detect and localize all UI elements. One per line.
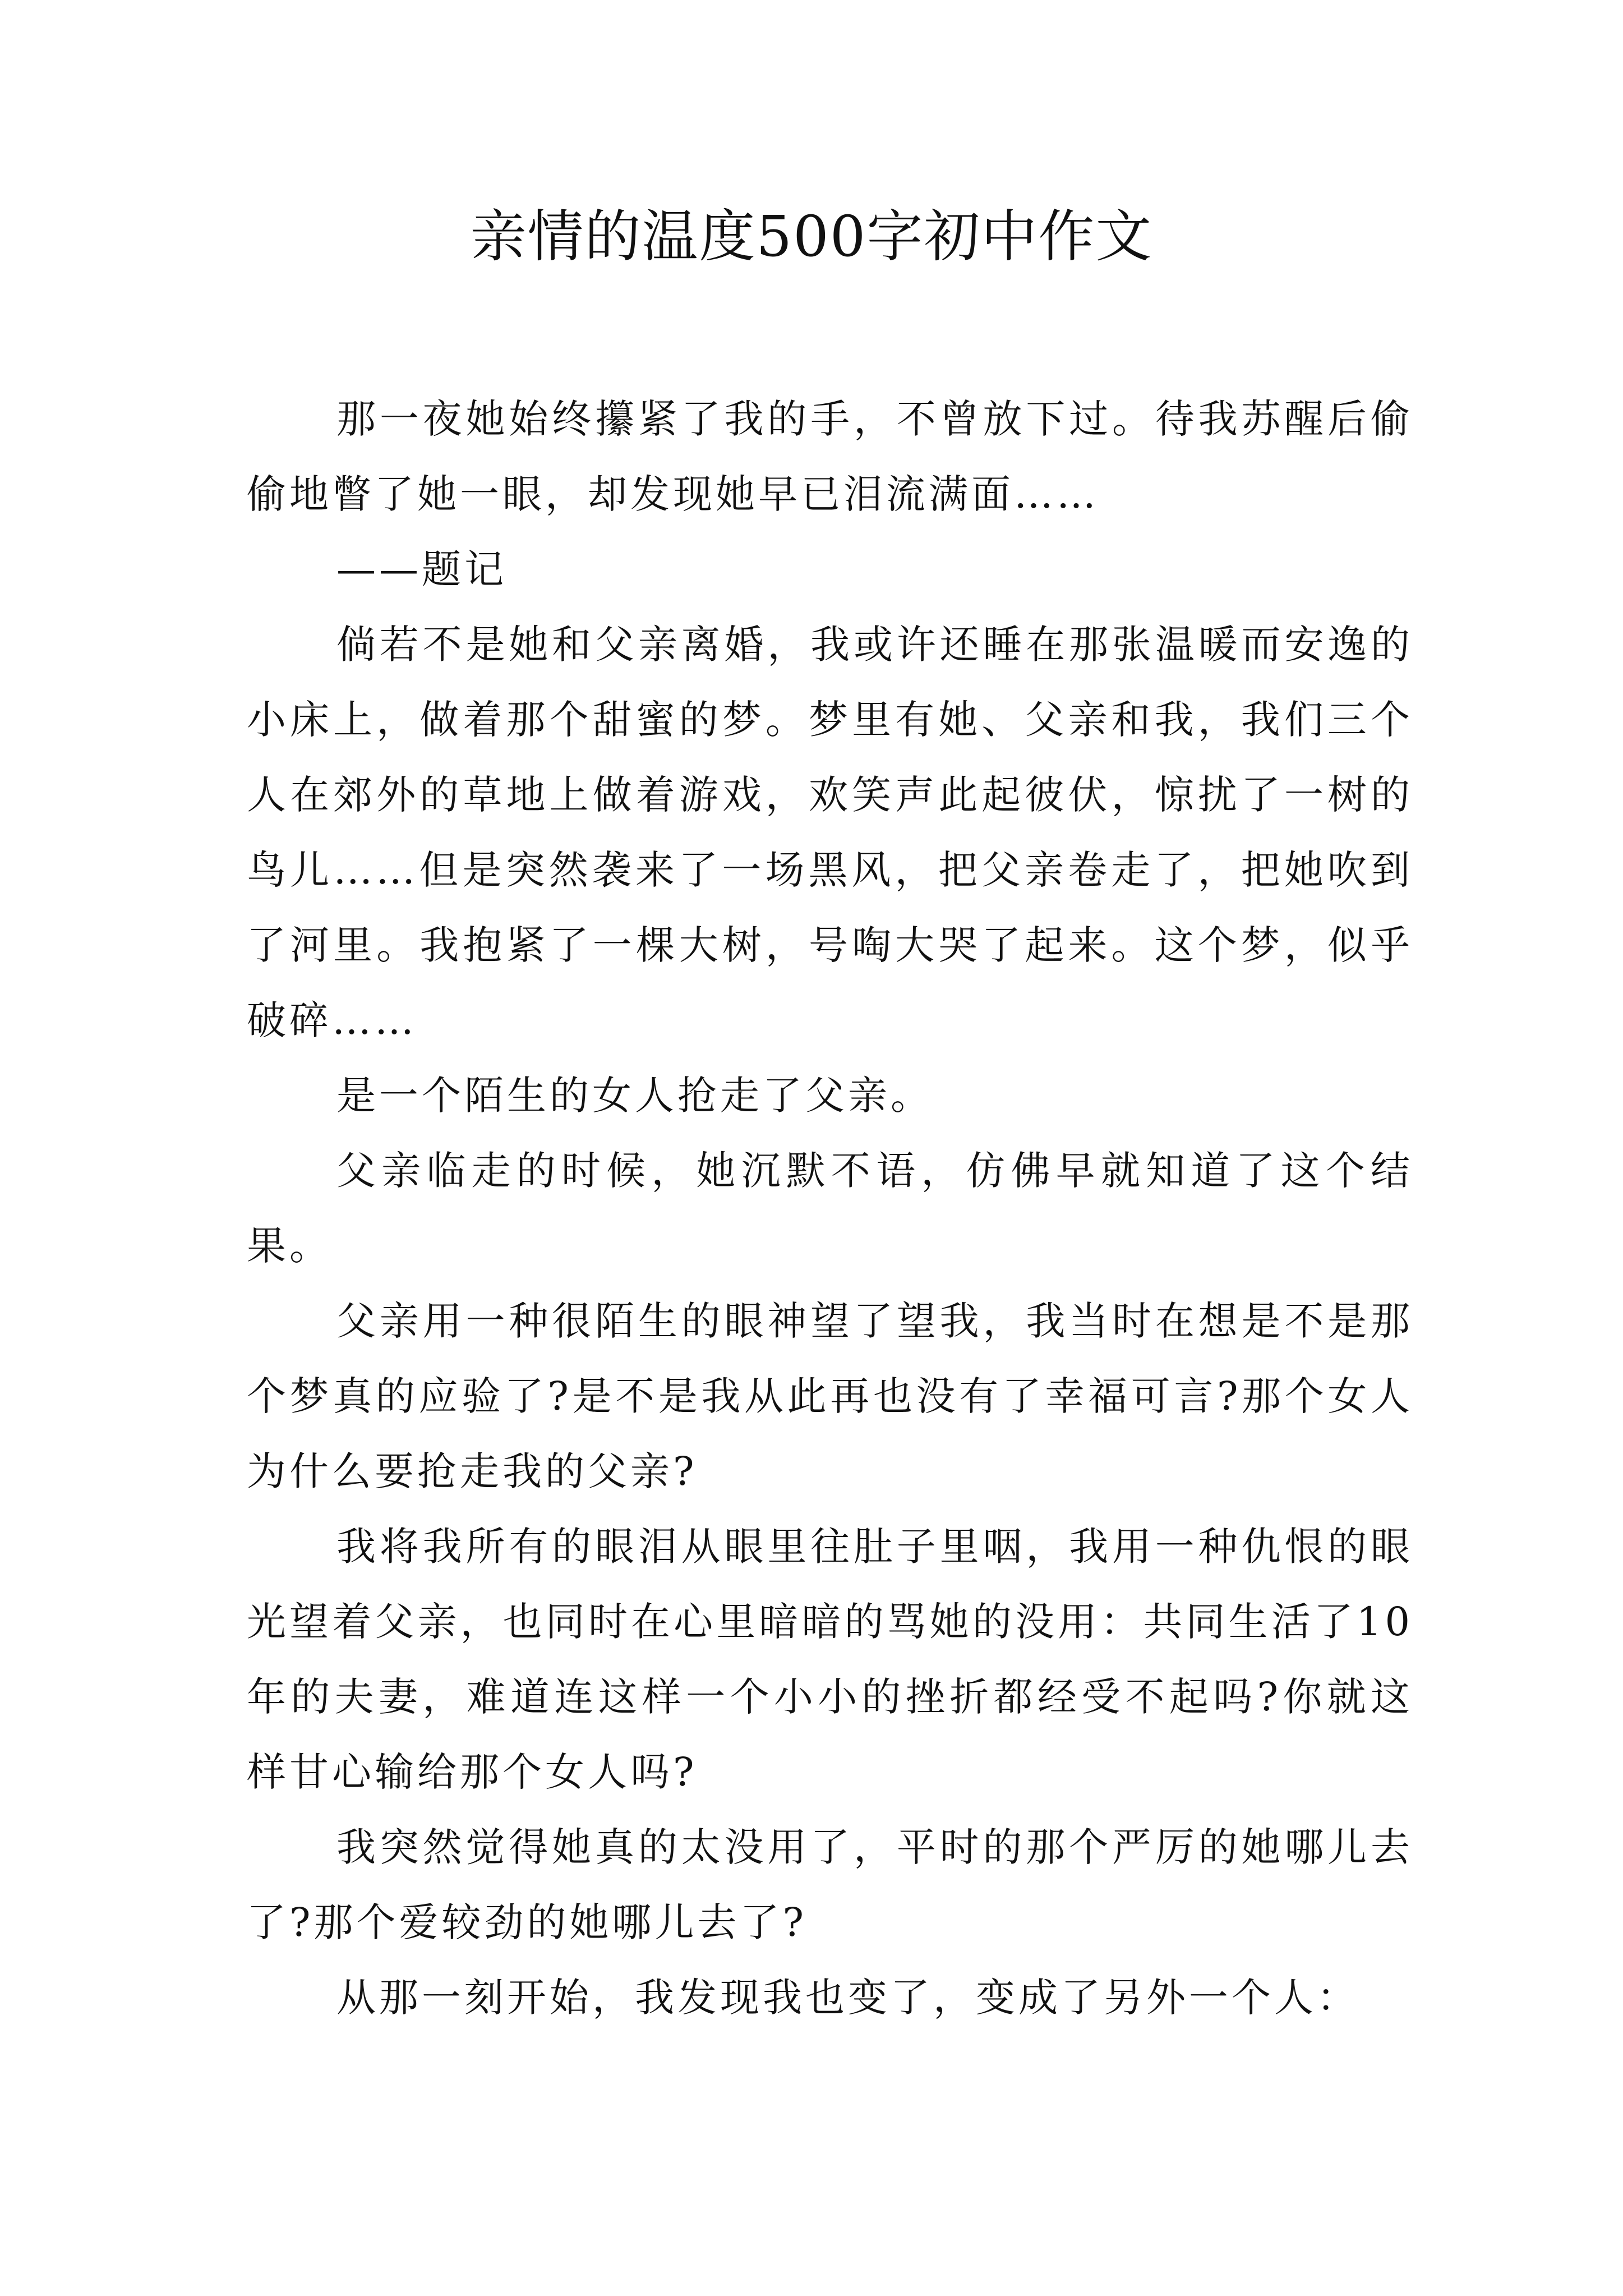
paragraph-4: 父亲临走的时候，她沉默不语，仿佛早就知道了这个结果。 bbox=[247, 1148, 1413, 1269]
paragraph-1: 那一夜她始终攥紧了我的手，不曾放下过。待我苏醒后偷偷地瞥了她一眼，却发现她早已泪流满面…… bbox=[247, 396, 1413, 517]
paragraph-8: 从那一刻开始，我发现我也变了，变成了另外一个人： bbox=[336, 1975, 1359, 2021]
paragraph-7: 我突然觉得她真的太没用了，平时的那个严厉的她哪儿去了?那个爱较劲的她哪儿去了? bbox=[247, 1824, 1413, 1945]
paragraph-5: 父亲用一种很陌生的眼神望了望我，我当时在想是不是那个梦真的应验了?是不是我从此再也没有了幸福可言?那个女人为什么要抢走我的父亲? bbox=[247, 1298, 1413, 1494]
paragraph-2: 倘若不是她和父亲离婚，我或许还睡在那张温暖而安逸的小床上，做着那个甜蜜的梦。梦里有她、父亲和我，我们三个人在郊外的草地上做着游戏，欢笑声此起彼伏，惊扰了一树的鸟儿……但是突然袭来了一场黑风，把父亲卷走了，把她吹到了河里。我抱紧了一棵大树，号啕大哭了起来。这个梦，似乎破碎…… bbox=[247, 622, 1413, 1043]
paragraph-3: 是一个陌生的女人抢走了父亲。 bbox=[336, 1073, 933, 1119]
paragraph-epigraph-attribution: ——题记 bbox=[336, 546, 507, 592]
document-title: 亲情的温度500字初中作文 bbox=[470, 204, 1153, 269]
paragraph-6: 我将我所有的眼泪从眼里往肚子里咽，我用一种仇恨的眼光望着父亲，也同时在心里暗暗的骂她的没用：共同生活了10年的夫妻，难道连这样一个小小的挫折都经受不起吗?你就这样甘心输给那个女人吗? bbox=[247, 1524, 1413, 1795]
document-body bbox=[247, 381, 1413, 2035]
